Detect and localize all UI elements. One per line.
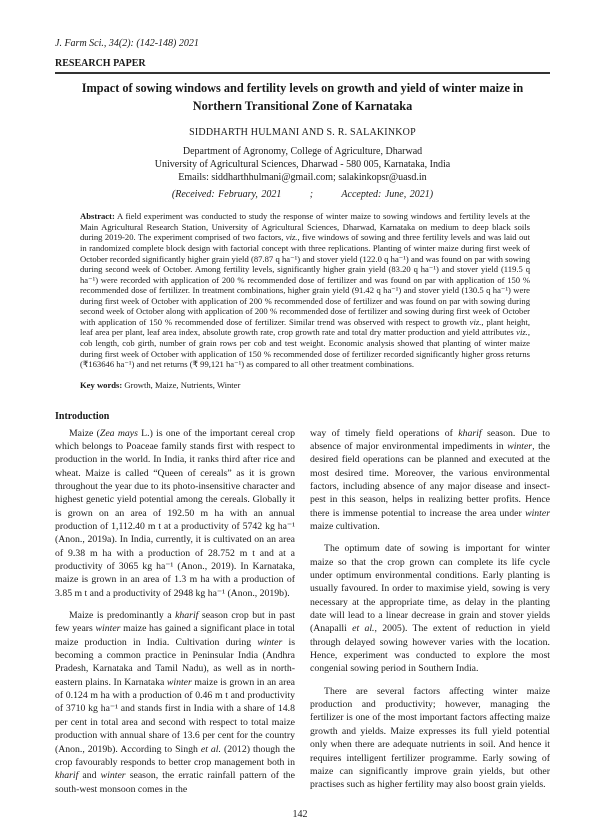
text-segment: , cob length, cob girth, number of grain rows per cob and test weight. Economic analysis showed that planting of winter maize during first week of October with application of 150 % recommended dose of fertilizer recorded significantly higher gross returns (₹163646 ha⁻¹) and net returns (₹ 99,121 ha⁻¹) as compared to all other treatment combinations. <box>80 327 530 370</box>
text-segment: L.) is one of the important cereal crop which belongs to Poaceae family stands first with respect to production in the world. In India, it ranks third after rice and wheat. Maize is called “Queen of cereals” as it is grown throughout the year due to its photo-insensitive character and highest genetic yield potential among the cereals. Globally it is grown on an area of 192.50 m ha with an annual production of 1,112.40 m t at a productivity of 5742 kg ha⁻¹ (Anon., 2019a). In India, currently, it is cultivated on an area of 9.38 m ha with a production of 28.752 m t and at a productivity of 3065 kg ha⁻¹ (Anon., 2019). In Karnataka, maize is grown in an area of 1.3 m ha with a production of 3.85 m t and a productivity of 2948 kg ha⁻¹ (Anon., 2019b). <box>55 427 295 599</box>
accepted-date: Accepted: June, 2021) <box>341 189 434 201</box>
text-segment: season. Due to absence of major environmental impediments in <box>310 427 550 452</box>
title-line: Impact of sowing windows and fertility levels on growth and yield of winter maize in <box>81 81 524 95</box>
text-segment: Maize is predominantly a <box>69 610 176 622</box>
journal-reference: J. Farm Sci., 34(2): (142-148) 2021 <box>55 38 199 49</box>
page-number: 142 <box>292 808 308 820</box>
text-segment: , plant height, leaf area per plant, leaf area index, absolute growth rate, crop growth rate and total dry matter production and yield attributes <box>80 316 530 338</box>
body-columns <box>55 427 550 805</box>
text-segment: (2012) though the crop favourably responds to better crop management both in <box>55 743 295 768</box>
paper-title <box>58 79 548 115</box>
left-column <box>55 427 295 805</box>
text-segment: The optimum date of sowing is important for winter maize so that the crop grown can complete its life cycle under optimum environmental conditions. Early planting is usually favoured. In order to maximise yield, sowing is very necessary at the appropriate time, as delay in the planting date will lead to a linear decrease in grain and stover yields (Anapalli <box>310 543 550 635</box>
italic-text: winter <box>257 636 283 648</box>
text-segment: maize cultivation. <box>310 521 380 532</box>
received-date: (Received: February, 2021 <box>171 189 282 201</box>
text-segment: maize is grown in an area of 0.124 m ha with a production of 0.46 m t and productivity of 3710 kg ha⁻¹ and stands first in India with a share of 14.8 per cent in total area and second with respect to total maize production with annual share of 13.6 per cent for the country (Anon., 2019b). According to Singh <box>55 676 295 755</box>
header-rule <box>55 72 550 74</box>
text-segment: way of timely field operations of <box>310 427 459 439</box>
text-segment: , 2005). The extent of reduction in yield through delayed sowing however varies with the location. Hence, experiment was conducted to explore the most congenial sowing period in Southern India. <box>310 623 550 675</box>
abstract-body <box>80 211 530 369</box>
text-segment: season crop but in past few years <box>55 610 295 635</box>
text-segment: maize has gained a significant place in total maize production in India. Cultivation during <box>55 623 296 648</box>
title-line: Northern Transitional Zone of Karnataka <box>192 99 413 113</box>
keywords-label: Key words: <box>80 379 123 390</box>
department: Department of Agronomy, College of Agriculture, Dharwad <box>182 146 423 157</box>
university: University of Agricultural Sciences, Dharwad - 580 005, Karnataka, India <box>154 158 451 170</box>
dates <box>55 189 550 201</box>
italic-text: winter <box>95 623 121 635</box>
text-segment: season, the erratic rainfall pattern of the south-west monsoon comes in the <box>55 770 296 795</box>
introduction-heading: Introduction <box>55 410 110 422</box>
paragraph <box>55 427 295 600</box>
italic-text: Zea mays <box>99 427 138 439</box>
italic-text: kharif <box>55 770 79 782</box>
italic-text: kharif <box>175 610 199 622</box>
italic-text: et al. <box>352 623 375 635</box>
italic-text: et al. <box>200 743 221 755</box>
right-column <box>310 427 550 805</box>
abstract-label: Abstract: <box>80 211 115 222</box>
italic-text: viz. <box>516 327 528 338</box>
text-segment: , five windows of sowing and three fertility levels and was laid out in randomized complete block design with factorial concept with three replications. Planting of winter maize during first week of October recorded significantly higher grain yield (87.87 q ha⁻¹) and stover yield (122.0 q ha⁻¹) and was found on par with sowing during second week of October. Among fertility levels, significantly higher grain yield (83.20 q ha⁻¹) and stover yield (119.5 q ha⁻¹) were recorded with application of 200 % recommended dose of fertilizer and was found on par with application of 150 % recommended dose of fertilizer. In treatment combinations, higher grain yield (91.42 q ha⁻¹) and stover yield (130.5 q ha⁻¹) were during first week of October with application of 200 % recommended dose of fertilizer and was found on par with sowing during second week of October along with application of 200 % recommended dose of fertilizer and sowing during first week of October with application of 150 % recommended dose of fertilizer. Similar trend was observed with respect to growth <box>80 232 530 327</box>
emails: Emails: siddharthhulmani@gmail.com; salakinkopsr@uasd.in <box>178 171 427 183</box>
italic-text: kharif <box>458 427 482 439</box>
italic-text: winter <box>507 440 533 452</box>
paragraph <box>55 609 295 796</box>
italic-text: viz. <box>469 316 482 327</box>
italic-text: winter <box>166 676 192 688</box>
date-separator: ; <box>309 189 314 201</box>
keywords <box>80 380 550 391</box>
keywords-text: Growth, Maize, Nutrients, Winter <box>122 379 241 390</box>
affiliation <box>55 146 550 184</box>
paragraph <box>310 427 550 534</box>
italic-text: winter <box>525 507 550 519</box>
authors: SIDDHARTH HULMANI AND S. R. SALAKINKOP <box>189 127 416 138</box>
text-segment: , the desired field operations can be planned and executed at the most desired time. Moreover, the various environmental factors, including absence of any major disease and insect- pest in this season, helps in realizing better profits. Hence there is immense potential to increase the area under <box>310 440 550 519</box>
italic-text: winter <box>100 770 126 782</box>
text-segment: and <box>78 770 101 782</box>
section-label: RESEARCH PAPER <box>55 58 146 69</box>
abstract <box>80 211 530 369</box>
text-segment: Maize ( <box>69 427 100 439</box>
text-segment: is becoming a common practice in Peninsular India (Andhra Pradesh, Karnataka and Tamil Nadu), as well as in north-eastern plains. In Karnataka <box>55 636 295 688</box>
italic-text: viz. <box>285 232 298 243</box>
paragraph <box>310 542 550 675</box>
text-segment: There are several factors affecting winter maize production and productivity; however, managing the fertilizer is one of the most important factors affecting maize growth and yields. Maize expresses its full yield potential only when there are adequate nutrients in soil. And hence it requires intelligent fertilizer programme. Early sowing of maize can significantly improve grain yields, but other practises such as higher fertility may also boost grain yields. <box>310 685 550 791</box>
text-segment: A field experiment was conducted to study the response of winter maize to sowing windows and fertility levels at the Main Agricultural Research Station, University of Agricultural Sciences, Dharwad, Karnataka on medium to deep black soils during 2019-20. The experiment comprised of two factors, <box>80 211 530 243</box>
